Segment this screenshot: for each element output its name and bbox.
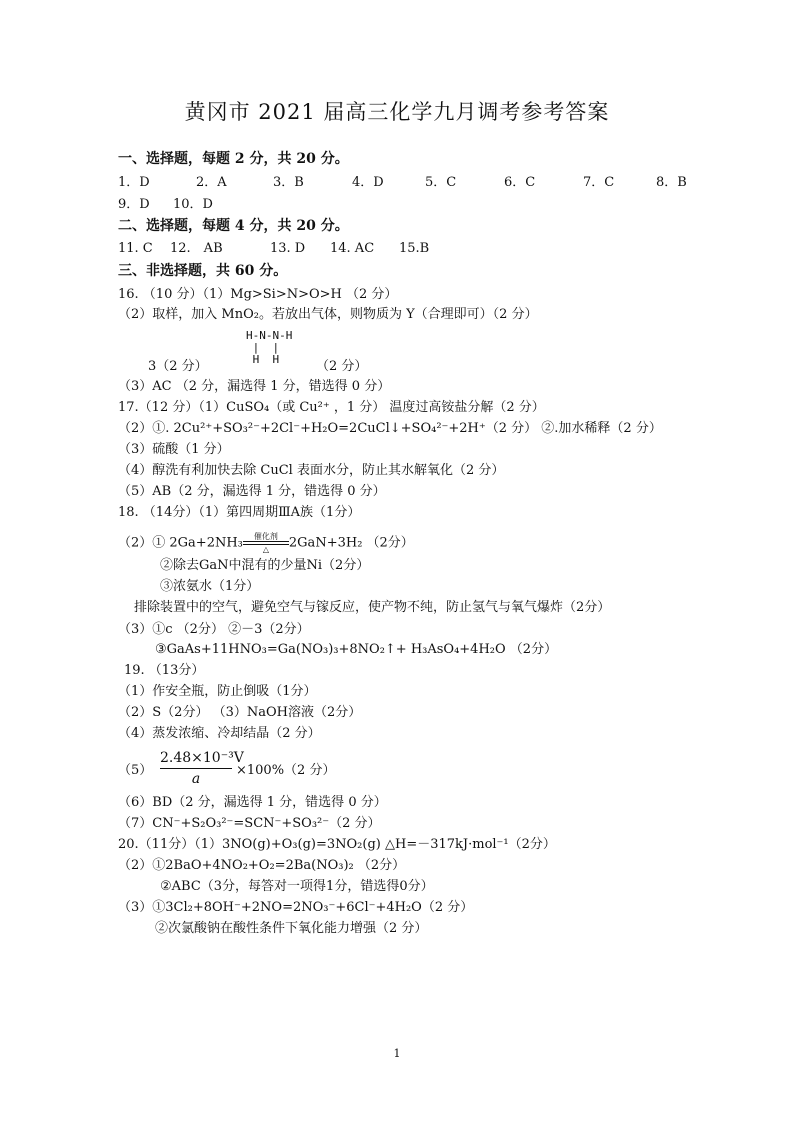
q17-line-4: （4）醇洗有利加快去除 CuCl 表面水分，防止其水解氧化（2 分） bbox=[118, 463, 505, 478]
hydrazine-structure bbox=[246, 330, 292, 366]
mc-answer: 6．C bbox=[504, 175, 536, 190]
q18-line-7: ③GaAs+11HNO₃=Ga(NO₃)₃+8NO₂↑+ H₃AsO₄+4H₂O （2分） bbox=[155, 642, 558, 657]
q18-line-3: ②除去GaN中混有的少量Ni（2分） bbox=[160, 558, 370, 573]
mc-answer: 13. D bbox=[270, 241, 306, 256]
q19-line-1: 19. （13分） bbox=[124, 663, 205, 678]
q16-line-4: （3）AC （2 分，漏选得 1 分，错选得 0 分） bbox=[118, 379, 391, 394]
catalyst-condition bbox=[243, 532, 289, 554]
section-heading-2: 二、选择题，每题 4 分，共 20 分。 bbox=[118, 218, 349, 234]
q16-line-3a: 3（2 分） bbox=[148, 359, 208, 374]
q19-line-5b: ×100%（2 分） bbox=[236, 763, 336, 778]
mc-answer: 15.B bbox=[399, 241, 430, 256]
q17-line-1: 17.（12 分）（1）CuSO₄（或 Cu²⁺ ，1 分） 温度过高铵盐分解（2 分） bbox=[118, 400, 545, 415]
structure-row: H H bbox=[246, 353, 280, 366]
fraction-denominator: a bbox=[191, 771, 201, 787]
mc-answer: 11. C bbox=[118, 241, 153, 256]
structure-row: H-N-N-H bbox=[246, 329, 293, 342]
q19-line-4: （4）蒸发浓缩、冷却结晶（2 分） bbox=[118, 726, 321, 741]
mc-answer: 5．C bbox=[425, 175, 457, 190]
q18-line-6: （3）①c （2分） ②－3（2分） bbox=[118, 622, 310, 637]
mc-answer: 9．D bbox=[118, 197, 150, 212]
mc-answer: 10．D bbox=[173, 197, 213, 212]
mc-answer: 1．D bbox=[118, 175, 150, 190]
q16-line-2: （2）取样，加入 MnO₂。若放出气体，则物质为 Y（合理即可）（2 分） bbox=[118, 307, 538, 322]
q20-line-1: 20.（11分）（1）3NO(g)+O₃(g)=3NO₂(g) △H=－317kJ·mol⁻¹（2分） bbox=[118, 837, 556, 852]
q17-line-3: （3）硫酸（1 分） bbox=[118, 442, 230, 457]
page-number: 1 bbox=[393, 1047, 401, 1060]
q18-eq-left: （2）① 2Ga+2NH₃ bbox=[118, 535, 243, 551]
q17-line-2: （2）①. 2Cu²⁺+SO₃²⁻+2Cl⁻+H₂O=2CuCl↓+SO₄²⁻+2H⁺（2 分） ②.加水稀释（2 分） bbox=[118, 421, 662, 436]
q18-line-1: 18. （14分）（1）第四周期ⅢA族（1分） bbox=[118, 505, 361, 520]
mc-answer: 14. AC bbox=[330, 241, 375, 256]
mc-answer: 7．C bbox=[583, 175, 615, 190]
q18-line-4: ③浓氨水（1分） bbox=[160, 579, 260, 594]
catalyst-label: 催化剂 bbox=[253, 532, 278, 541]
yield-fraction bbox=[160, 750, 244, 787]
mc-answer: 8．B bbox=[656, 175, 687, 190]
mc-answer: 4．D bbox=[352, 175, 384, 190]
heat-symbol: △ bbox=[262, 545, 269, 554]
q16-line-1: 16. （10 分）（1）Mg>Si>N>O>H （2 分） bbox=[118, 287, 398, 302]
q19-line-6: （6）BD（2 分，漏选得 1 分，错选得 0 分） bbox=[118, 795, 387, 810]
q17-line-5: （5）AB（2 分，漏选得 1 分，错选得 0 分） bbox=[118, 484, 386, 499]
mc-answer: 12. AB bbox=[170, 241, 223, 256]
q18-eq-right: 2GaN+3H₂ （2分） bbox=[288, 535, 414, 551]
section-heading-3: 三、非选择题，共 60 分。 bbox=[118, 263, 288, 279]
mc-answer: 2．A bbox=[196, 175, 227, 190]
fraction-numerator: 2.48×10⁻³V bbox=[160, 750, 232, 769]
mc-answer: 3．B bbox=[273, 175, 304, 190]
q19-line-2: （1）作安全瓶，防止倒吸（1分） bbox=[118, 684, 317, 699]
q20-line-2: （2）①2BaO+4NO₂+O₂=2Ba(NO₃)₂ （2分） bbox=[118, 858, 406, 873]
q20-line-3: ②ABC（3分，每答对一项得1分，错选得0分） bbox=[160, 879, 434, 894]
q20-line-5: ②次氯酸钠在酸性条件下氧化能力增强（2 分） bbox=[155, 921, 428, 936]
structure-row: | | bbox=[246, 341, 280, 354]
q19-line-5a: （5） bbox=[118, 763, 153, 778]
q20-line-4: （3）①3Cl₂+8OH⁻+2NO=2NO₃⁻+6Cl⁻+4H₂O（2 分） bbox=[118, 900, 474, 915]
page-title: 黄冈市 2021 届高三化学九月调考参考答案 bbox=[184, 100, 610, 124]
q16-line-3b: （2 分） bbox=[316, 359, 368, 374]
q19-line-7: （7）CN⁻+S₂O₃²⁻=SCN⁻+SO₃²⁻（2 分） bbox=[118, 816, 381, 831]
section-heading-1: 一、选择题，每题 2 分，共 20 分。 bbox=[118, 151, 349, 167]
q18-line-5: 排除装置中的空气，避免空气与镓反应，使产物不纯，防止氢气与氧气爆炸（2分） bbox=[134, 600, 611, 615]
q18-line-2 bbox=[118, 532, 414, 554]
q19-line-3: （2）S（2分） （3）NaOH溶液（2分） bbox=[118, 705, 362, 720]
